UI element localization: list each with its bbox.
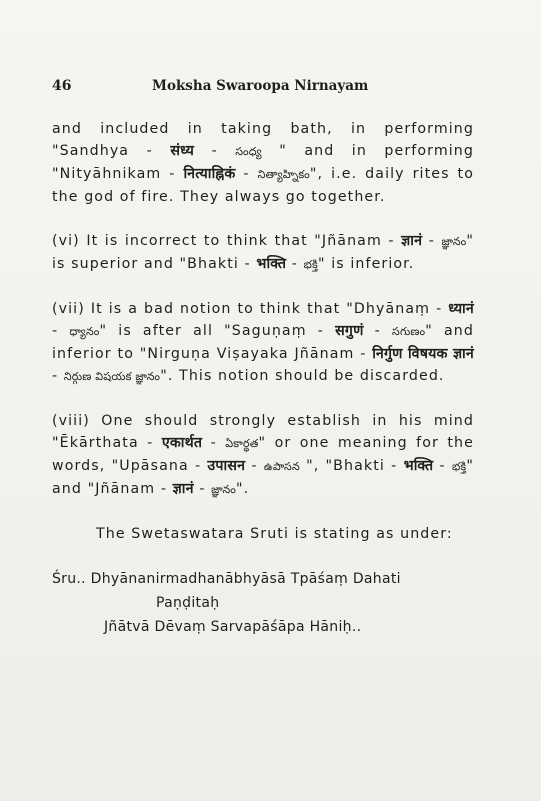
- page-header: [52, 78, 492, 98]
- text-run: -: [52, 323, 70, 339]
- text-run: ", "Bhakti -: [299, 458, 404, 474]
- devanagari-term: उपासन: [207, 458, 246, 474]
- text-run: -: [52, 368, 64, 384]
- text-run: -: [363, 323, 393, 339]
- devanagari-term: ध्यानं: [448, 301, 474, 317]
- devanagari-term: नित्याह्निकं: [183, 166, 236, 182]
- text-run: ", i.e. daily rites to the god of fire. They always go together.: [52, 166, 474, 205]
- telugu-term: భక్తి: [451, 460, 467, 473]
- devanagari-term: संध्य: [170, 143, 195, 159]
- devanagari-term: निर्गुण विषयक ज्ञानं: [372, 346, 474, 362]
- text-run: (viii) One should strongly establish in his mind "Ēkārthata -: [52, 413, 474, 451]
- text-run: (vii) It is a bad notion to think that "Dhyānaṃ -: [52, 301, 449, 317]
- text-run: " is superior and "Bhakti -: [52, 233, 474, 272]
- sruti-verse: [52, 567, 474, 639]
- paragraph-vi: [52, 230, 474, 276]
- text-run: ". This notion should be discarded.: [160, 368, 445, 384]
- text-run: -: [422, 233, 442, 249]
- devanagari-term: ज्ञानं: [172, 481, 194, 497]
- body-text: [52, 118, 474, 639]
- telugu-term: జ్ఞానం: [211, 483, 237, 496]
- telugu-term: ధ్యానం: [69, 325, 100, 338]
- paragraph-viii: [52, 410, 474, 501]
- telugu-term: జ్ఞానం: [441, 235, 467, 248]
- telugu-term: నిత్యాహ్నికం: [257, 168, 310, 181]
- running-title: Moksha Swaroopa Nirnayam: [152, 78, 369, 94]
- text-run: " and inferior to "Nirguṇa Viṣayaka Jñānam -: [52, 323, 474, 362]
- text-run: -: [194, 143, 236, 159]
- telugu-term: సంధ్య: [235, 145, 262, 158]
- text-run: " is after all "Saguṇaṃ -: [99, 323, 336, 339]
- devanagari-term: एकार्थत: [161, 435, 203, 451]
- text-run: " and "Jñānam -: [52, 458, 475, 497]
- text-run: " and in performing "Nityāhnikam -: [52, 143, 475, 182]
- text-run: ".: [236, 481, 250, 497]
- paragraph-vii: [52, 298, 474, 388]
- text-run: (vi) It is incorrect to think that "Jñānam -: [52, 233, 402, 249]
- text-run: and included in taking bath, in performing "Sandhya -: [52, 121, 474, 159]
- paragraph-bath-rites: [52, 118, 474, 208]
- text-run: -: [202, 435, 226, 451]
- devanagari-term: भक्ति: [256, 256, 287, 272]
- sruti-line-1: Śru.. Dhyānanirmadhanābhyāsā Tpāśaṃ Dahati: [52, 571, 401, 587]
- paragraph-sruti-intro: The Swetaswatara Sruti is stating as under:: [96, 526, 453, 542]
- telugu-term: ఏకార్థత: [225, 437, 259, 450]
- sruti-line-3: Jñātvā Dēvaṃ Sarvapāśāpa Hāniḥ..: [104, 619, 362, 635]
- text-run: -: [193, 481, 212, 497]
- telugu-term: నిర్గుణ విషయక జ్ఞానం: [63, 370, 161, 383]
- devanagari-term: भक्ति: [403, 458, 434, 474]
- text-run: " or one meaning for the words, "Upāsana -: [52, 435, 474, 474]
- sruti-line-2: Paṇḍitaḥ: [156, 595, 220, 611]
- telugu-term: ఉపాసన: [263, 460, 300, 473]
- page-number: 46: [52, 78, 72, 94]
- text-run: -: [245, 458, 264, 474]
- text-run: -: [286, 256, 304, 272]
- text-run: " is inferior.: [317, 256, 415, 272]
- devanagari-term: ज्ञानं: [401, 233, 423, 249]
- telugu-term: భక్తి: [303, 258, 318, 271]
- text-run: -: [235, 166, 258, 182]
- text-run: -: [433, 458, 452, 474]
- devanagari-term: सगुणं: [335, 323, 364, 339]
- telugu-term: సగుణం: [392, 325, 426, 338]
